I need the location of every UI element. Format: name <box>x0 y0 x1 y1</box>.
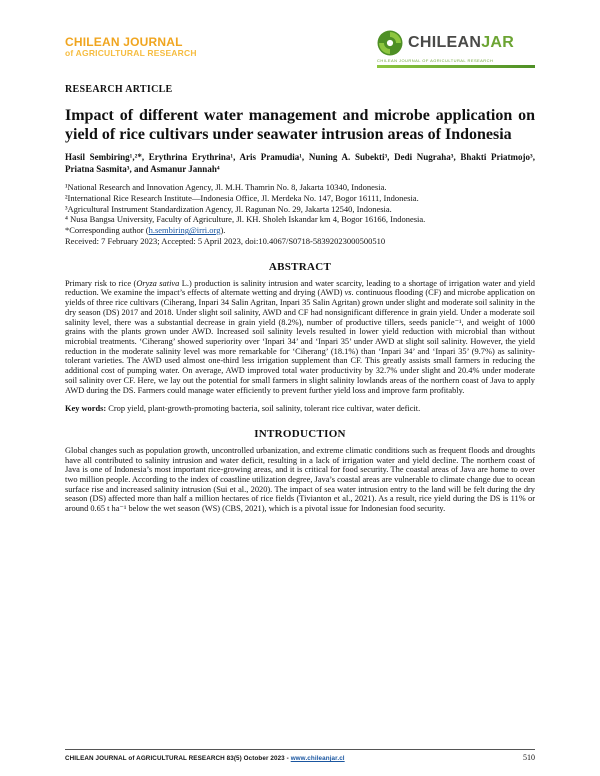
keywords-label: Key words: <box>65 404 107 414</box>
abstract-text: L.) production is salinity intrusion and water scarcity, leading to a shortage of irrigation water and yield reduction. We examine the impact’s effects of alternate wetting and drying (AWD) <box>65 278 535 298</box>
footer-page-number: 510 <box>523 753 535 762</box>
article-content <box>0 84 600 514</box>
footer-journal-text: CHILEAN JOURNAL of AGRICULTURAL RESEARCH 83(5) October 2023 - <box>65 755 291 762</box>
chileanjar-seed-icon <box>377 30 403 56</box>
abstract-species-italic: Oryza sativa <box>136 278 180 288</box>
abstract-heading: ABSTRACT <box>268 260 332 273</box>
chileanjar-wordmark-dark: CHILEAN <box>408 34 482 51</box>
affiliation-line: ³Agricultural Instrument Standardization Agency, Jl. Ragunan No. 29, Jakarta 12540, Indonesia. <box>65 203 392 214</box>
article-title: Impact of different water management and microbe application on yield of rice cultivars under seawater intrusion areas of Indonesia <box>65 107 535 143</box>
article-type-label: RESEARCH ARTICLE <box>65 84 173 95</box>
keywords-line <box>65 404 535 414</box>
abstract-text: continuous flooding (CF) and microbe application on yields of three rice cultivars (Ciherang, Inpari 34 Salin Agritan, Inpari 35 Salin Agritan) grown under slight and moderate soil salinity in the dry season (DS) 2017 and 2018. Under slight soil salinity, AWD and CF had nonsignificant difference in grain yield. Under a moderate soil salinity level, there was a substantial decrease in grain yield (8.2%), number of productive tillers, seeds panicle⁻¹, and weight of 1000 grains with the plants grown under AWD. Increased soil salinity levels resulted in lower yield reduction with microbial than without microbial treatments. ‘Ciherang’ showed superiority over ‘Inpari 34’ and ‘Inpari 35’ under AWD at slight soil salinity. However, the yield reduction in the moderate salinity level was more remarkable for ‘Ciherang’ (18.1%) than ‘Inpari 34’ and ‘Inpari 35’ (9.7%) as salinity-tolerant varieties. The AWD used almost one-third less irrigation supplement than CF. This greatly assists small farmers in reducing the additional cost of pumping water. On average, AWD improved total water productivity by 32.7% under slight and 20.4% under moderate soil salinity over CF. Here, we lay out the potential for small farmers in slight salinity lowlands areas of the northern coast of Java to apply AWD during the DS. Farmers could manage water efficiently to prevent further yield loss and improve farm profitably. <box>65 288 535 395</box>
corresponding-prefix: *Corresponding author ( <box>65 225 149 236</box>
authors-line: Hasil Sembiring¹,²*, Erythrina Erythrina¹, Aris Pramudia¹, Nuning A. Subekti³, Dedi Nugraha³, Bhakti Priatmojo³, Priatna Sasmita³, and Asmanur Jannah⁴ <box>65 152 535 174</box>
page-footer <box>65 749 535 762</box>
introduction-paragraph: Global changes such as population growth, uncontrolled urbanization, and extreme climatic conditions such as frequent floods and droughts have all contributed to salinity intrusion and water deficit, resulting in a lack of irrigation water and yield decline. The northern coast of Java is one of Indonesia’s most important rice-growing areas, and it is critical for food security. The coastal areas of Java are home to over two million people. According to the index of coastline utilization degree, Java’s coastal areas are vulnerable to climate change due to ocean surface rise and increased salinity intrusion (Sui et al., 2020). The impact of sea water intrusion entry to the land will be felt during the dry season (DS) affected more than half a million hectares of rice fields (Tivianton et al., 2021). As a result, rice yield during the DS is 11% or around 0.65 t ha⁻¹ below the wet season (WS) (CBS, 2021), which is a pivotal issue for Indonesian food security. <box>65 445 535 514</box>
corresponding-suffix: ). <box>220 225 226 236</box>
abstract-paragraph <box>65 279 535 395</box>
affiliation-line: ⁴ Nusa Bangsa University, Faculty of Agriculture, Jl. KH. Sholeh Iskandar km 4, Bogor 16166, Indonesia. <box>65 214 426 225</box>
journal-wordmark-logo <box>65 30 197 59</box>
affiliation-line: ²International Rice Research Institute—Indonesia Office, Jl. Merdeka No. 147, Bogor 16111, Indonesia. <box>65 192 419 203</box>
chileanjar-tagline: CHILEAN JOURNAL OF AGRICULTURAL RESEARCH <box>377 58 494 63</box>
footer-journal-info <box>65 755 345 762</box>
chileanjar-green-bar <box>377 65 535 68</box>
corresponding-author-line <box>65 225 535 236</box>
masthead <box>0 0 600 68</box>
corresponding-email-link[interactable]: h.sembiring@irri.org <box>148 225 221 236</box>
received-accepted-doi-line: Received: 7 February 2023; Accepted: 5 April 2023, doi:10.4067/S0718-58392023000500510 <box>65 235 386 246</box>
chileanjar-logo-row <box>377 30 535 56</box>
affiliation-line: ¹National Research and Innovation Agency, Jl. M.H. Thamrin No. 8, Jakarta 10340, Indonesia. <box>65 182 387 192</box>
abstract-text: Primary risk to rice ( <box>65 278 137 288</box>
chileanjar-wordmark <box>408 35 514 51</box>
keywords-text: Crop yield, plant-growth-promoting bacteria, soil salinity, tolerant rice cultivar, water deficit. <box>106 404 421 414</box>
journal-wordmark-line1: CHILEAN JOURNAL <box>65 35 183 49</box>
introduction-heading: INTRODUCTION <box>254 427 346 440</box>
abstract-vs-italic: vs. <box>344 288 354 298</box>
journal-wordmark-line2: of AGRICULTURAL RESEARCH <box>65 48 197 59</box>
footer-journal-url-link[interactable]: www.chileanjar.cl <box>290 755 345 762</box>
chileanjar-wordmark-green: JAR <box>481 34 515 51</box>
chileanjar-logo <box>377 30 535 68</box>
affiliations-block <box>65 182 535 247</box>
